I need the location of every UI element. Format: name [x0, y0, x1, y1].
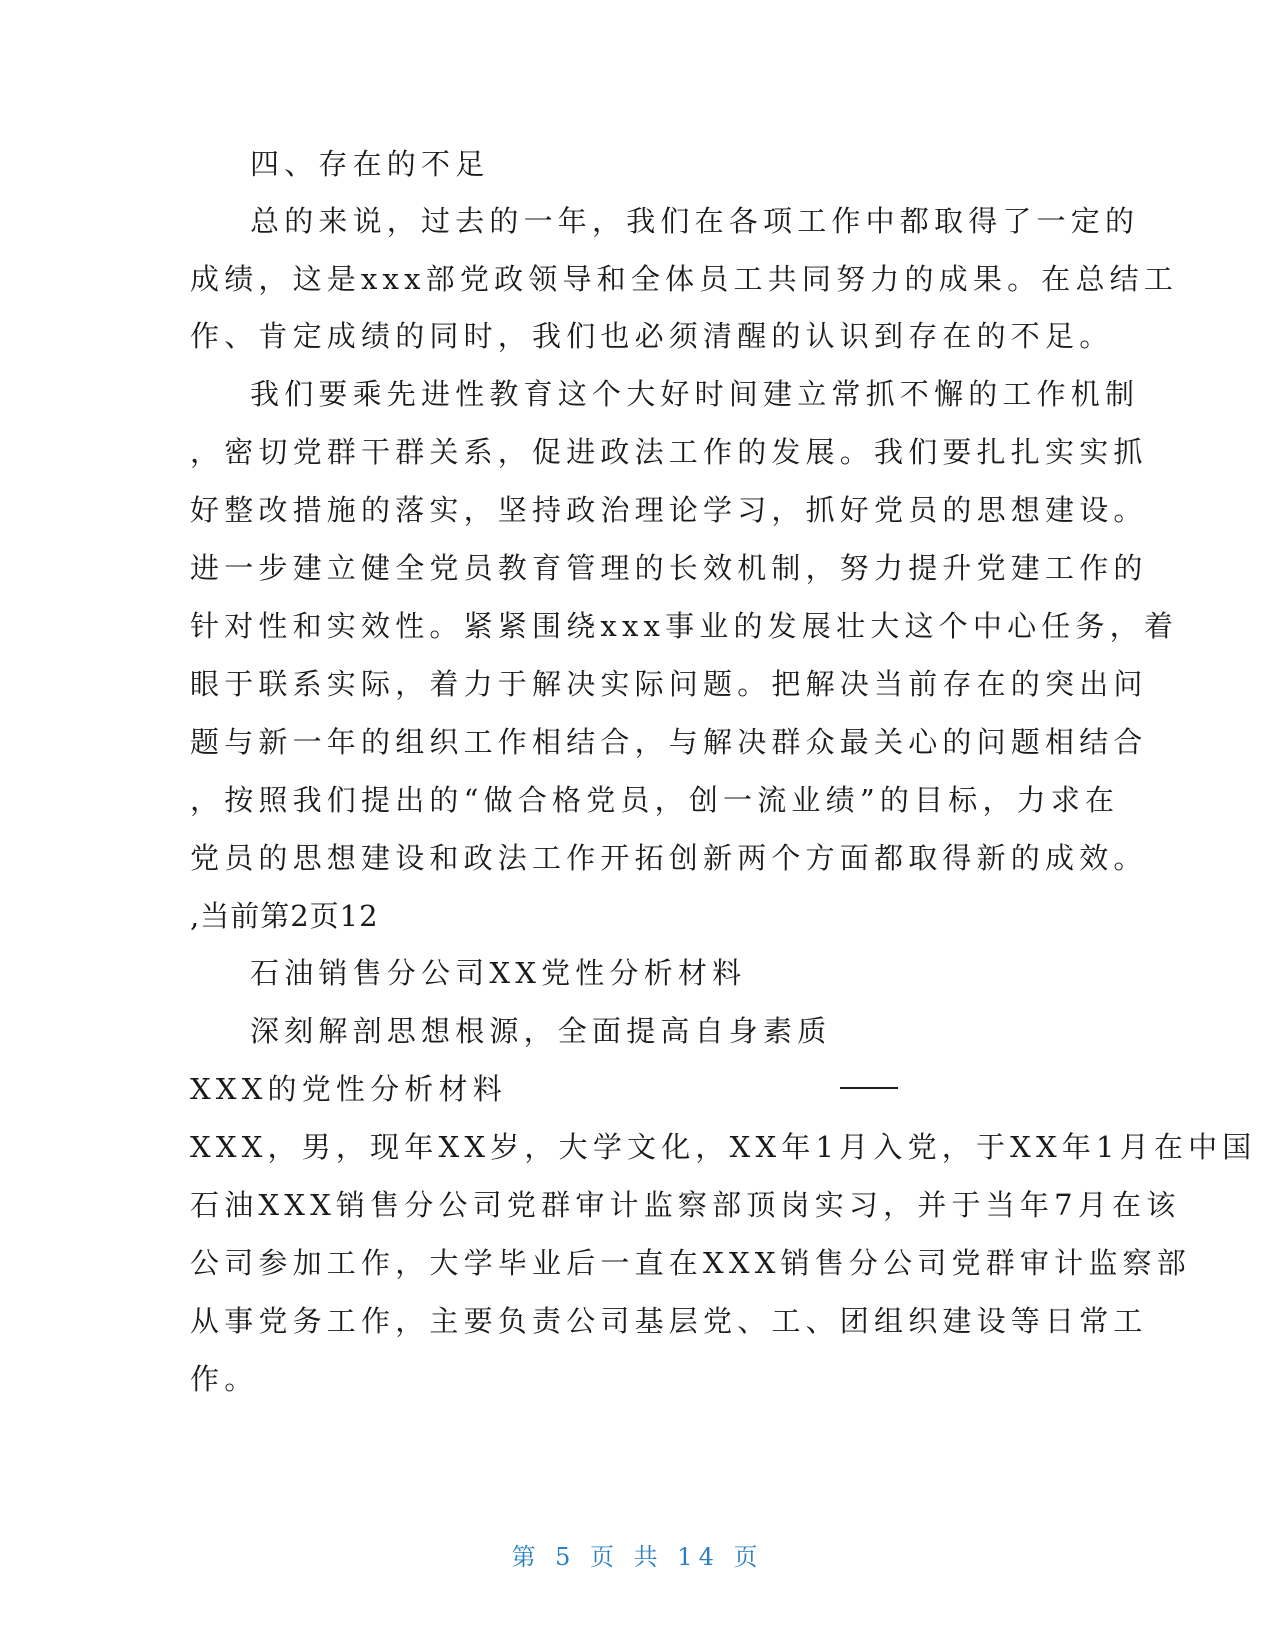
subtitle-line: XXX的党性分析材料 — [190, 1072, 507, 1106]
document-title: 石油销售分公司XX党性分析材料 — [250, 956, 747, 990]
paragraph-line: 针对性和实效性。紧紧围绕xxx事业的发展壮大这个中心任务，着 — [190, 609, 1179, 643]
paragraph-line: ，按照我们提出的“做合格党员，创一流业绩”的目标，力求在 — [190, 783, 1120, 817]
paragraph-line: 进一步建立健全党员教育管理的长效机制，努力提升党建工作的 — [190, 551, 1148, 585]
paragraph-line: 眼于联系实际，着力于解决实际问题。把解决当前存在的突出问 — [190, 667, 1148, 701]
paragraph-line: 作。 — [190, 1362, 259, 1396]
document-subtitle: 深刻解剖思想根源，全面提高自身素质 — [250, 1014, 832, 1048]
paragraph-line: 石油XXX销售分公司党群审计监察部顶岗实习，并于当年7月在该 — [190, 1188, 1181, 1222]
paragraph-line: 成绩，这是xxx部党政领导和全体员工共同努力的成果。在总结工 — [190, 262, 1179, 296]
paragraph-line: 作、肯定成绩的同时，我们也必须清醒的认识到存在的不足。 — [190, 319, 1114, 353]
paragraph-line: 我们要乘先进性教育这个大好时间建立常抓不懈的工作机制 — [250, 377, 1140, 411]
page-number-footer: 第 5 页 共 14 页 — [511, 1543, 764, 1571]
paragraph-line: ，密切党群干群关系，促进政法工作的发展。我们要扎扎实实抓 — [190, 435, 1148, 469]
paragraph-line: 总的来说，过去的一年，我们在各项工作中都取得了一定的 — [250, 204, 1140, 238]
paragraph-line: 党员的思想建设和政法工作开拓创新两个方面都取得新的成效。 — [190, 841, 1148, 875]
page-marker-line: ,当前第2页12 — [190, 899, 379, 933]
paragraph-line: 好整改措施的落实，坚持政治理论学习，抓好党员的思想建设。 — [190, 493, 1148, 527]
paragraph-line: 从事党务工作，主要负责公司基层党、工、团组织建设等日常工 — [190, 1304, 1148, 1338]
section-heading: 四、存在的不足 — [250, 147, 490, 181]
paragraph-line: XXX，男，现年XX岁，大学文化，XX年1月入党，于XX年1月在中国 — [190, 1130, 1257, 1164]
paragraph-line: 题与新一年的组织工作相结合，与解决群众最关心的问题相结合 — [190, 725, 1148, 759]
paragraph-line: 公司参加工作，大学毕业后一直在XXX销售分公司党群审计监察部 — [190, 1246, 1191, 1280]
